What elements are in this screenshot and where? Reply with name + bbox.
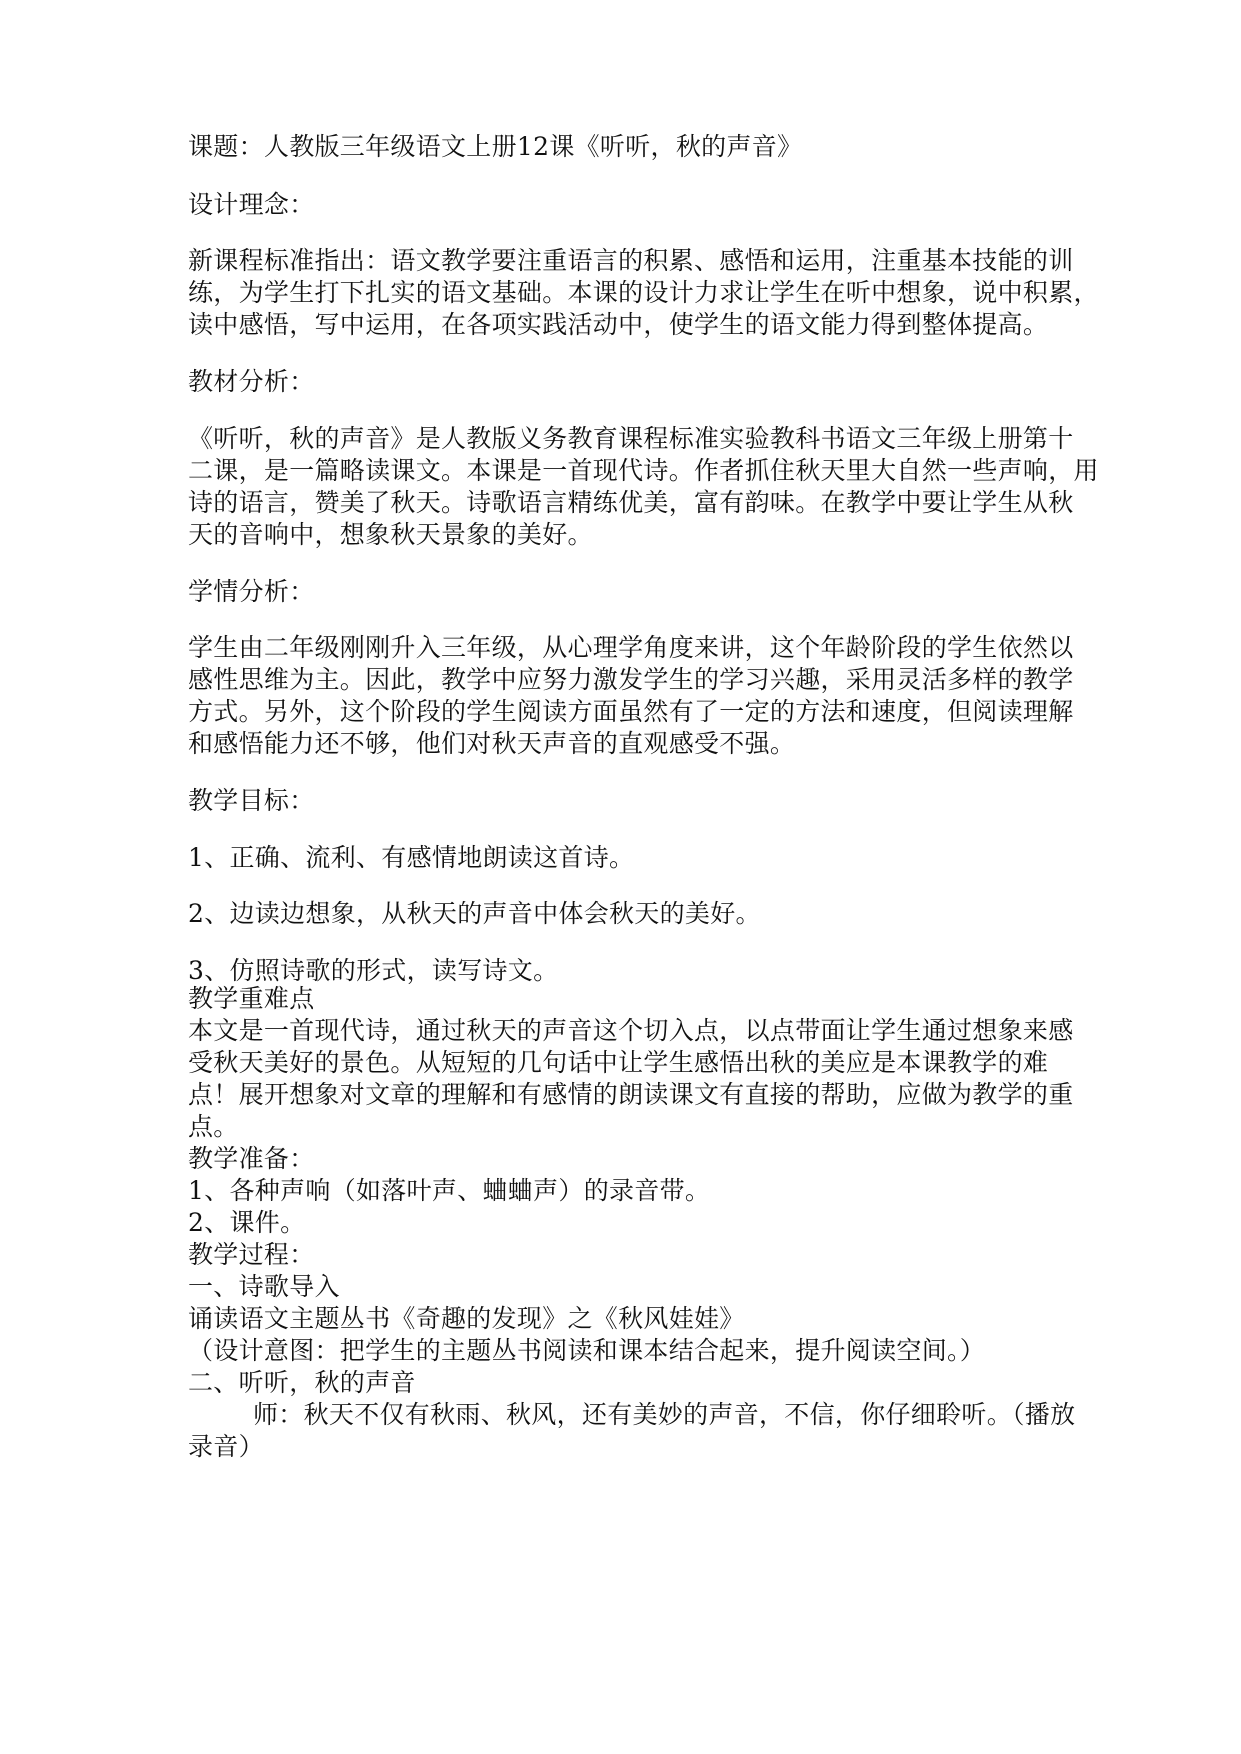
student-analysis-line: 感性思维为主。因此，教学中应努力激发学生的学习兴趣，采用灵活多样的教学 — [188, 665, 1074, 694]
teaching-prep-item: 1、各种声响（如落叶声、蛐蛐声）的录音带。 — [188, 1176, 711, 1205]
material-analysis-line: 诗的语言，赞美了秋天。诗歌语言精练优美，富有韵味。在教学中要让学生从秋 — [188, 488, 1074, 517]
key-points-heading: 教学重难点 — [188, 984, 315, 1013]
teaching-goal-item: 3、仿照诗歌的形式，读写诗文。 — [188, 956, 559, 985]
teaching-goal-item: 2、边读边想象，从秋天的声音中体会秋天的美好。 — [188, 899, 761, 928]
design-concept-heading: 设计理念： — [188, 190, 315, 219]
teaching-goals-heading: 教学目标： — [188, 786, 315, 815]
lesson-title: 课题：人教版三年级语文上册12课《听听，秋的声音》 — [188, 132, 803, 161]
section-line: 录音） — [188, 1432, 264, 1461]
material-analysis-line: 天的音响中，想象秋天景象的美好。 — [188, 520, 593, 549]
design-concept-line: 练，为学生打下扎实的语文基础。本课的设计力求让学生在听中想象，说中积累， — [188, 278, 1099, 307]
student-analysis-line: 学生由二年级刚刚升入三年级，从心理学角度来讲，这个年龄阶段的学生依然以 — [188, 633, 1074, 662]
section-heading: 二、听听，秋的声音 — [188, 1368, 416, 1397]
key-points-line: 受秋天美好的景色。从短短的几句话中让学生感悟出秋的美应是本课教学的难 — [188, 1048, 1049, 1077]
section-line: 诵读语文主题丛书《奇趣的发现》之《秋风娃娃》 — [188, 1304, 745, 1333]
section-line: 师：秋天不仅有秋雨、秋风，还有美妙的声音，不信，你仔细聆听。（播放 — [253, 1400, 1076, 1429]
teaching-goal-item: 1、正确、流利、有感情地朗读这首诗。 — [188, 843, 635, 872]
key-points-line: 本文是一首现代诗，通过秋天的声音这个切入点，以点带面让学生通过想象来感 — [188, 1016, 1074, 1045]
design-concept-line: 读中感悟，写中运用，在各项实践活动中，使学生的语文能力得到整体提高。 — [188, 310, 1049, 339]
material-analysis-heading: 教材分析： — [188, 367, 315, 396]
student-analysis-line: 和感悟能力还不够，他们对秋天声音的直观感受不强。 — [188, 729, 796, 758]
teaching-prep-heading: 教学准备： — [188, 1144, 315, 1173]
key-points-line: 点。 — [188, 1112, 239, 1141]
design-concept-line: 新课程标准指出：语文教学要注重语言的积累、感悟和运用，注重基本技能的训 — [188, 246, 1074, 275]
section-line: （设计意图：把学生的主题丛书阅读和课本结合起来，提升阅读空间。） — [188, 1336, 986, 1365]
material-analysis-line: 二课，是一篇略读课文。本课是一首现代诗。作者抓住秋天里大自然一些声响，用 — [188, 456, 1099, 485]
student-analysis-line: 方式。另外，这个阶段的学生阅读方面虽然有了一定的方法和速度，但阅读理解 — [188, 697, 1074, 726]
teaching-process-heading: 教学过程： — [188, 1240, 315, 1269]
key-points-line: 点！展开想象对文章的理解和有感情的朗读课文有直接的帮助，应做为教学的重 — [188, 1080, 1074, 1109]
student-analysis-heading: 学情分析： — [188, 577, 315, 606]
material-analysis-line: 《听听，秋的声音》是人教版义务教育课程标准实验教科书语文三年级上册第十 — [188, 424, 1074, 453]
section-heading: 一、诗歌导入 — [188, 1272, 340, 1301]
teaching-prep-item: 2、课件。 — [188, 1208, 306, 1237]
